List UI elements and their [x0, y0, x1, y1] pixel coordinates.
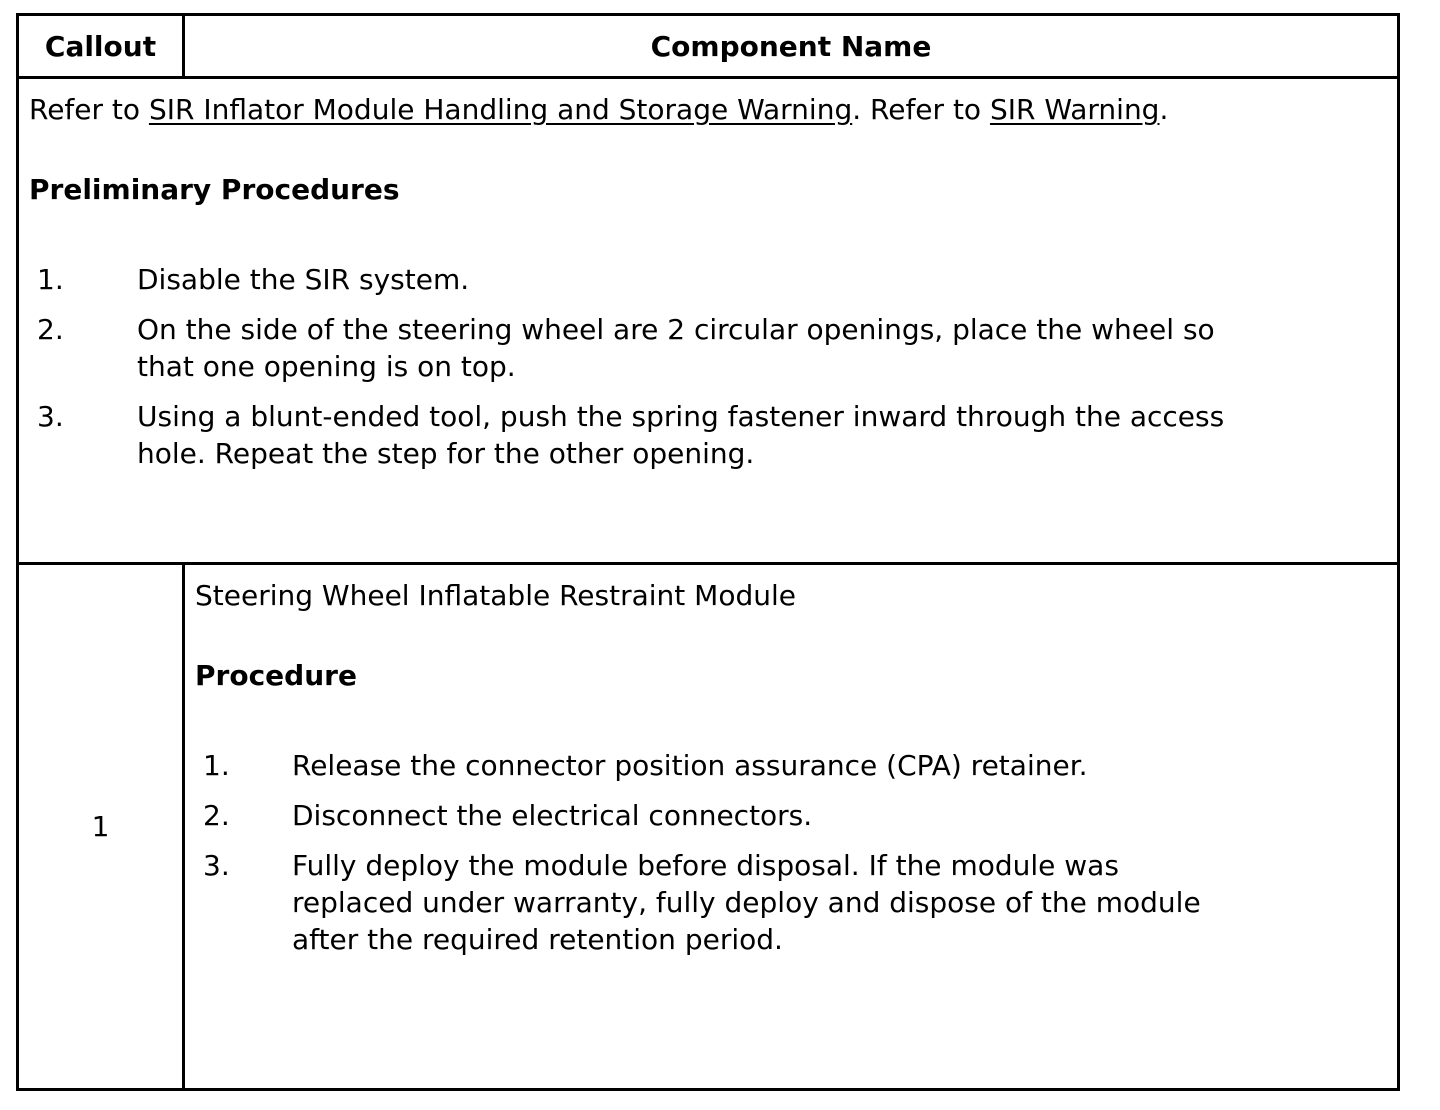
header-component-name: Component Name: [650, 29, 932, 63]
step-number: 3.: [203, 849, 230, 882]
preliminary-row: [19, 79, 1397, 565]
list-item: [29, 398, 1237, 472]
step-number: 1.: [203, 749, 230, 782]
preliminary-title: Preliminary Procedures: [29, 173, 400, 206]
component-cell: [185, 565, 1397, 1088]
list-item: [29, 311, 1237, 385]
warning-prefix: Refer to: [29, 93, 149, 126]
sir-inflator-warning-link[interactable]: SIR Inflator Module Handling and Storage Warning: [148, 93, 853, 126]
list-item: [195, 747, 1242, 784]
step-number: 3.: [37, 400, 64, 433]
procedure-steps: [195, 747, 1387, 958]
step-text: Fully deploy the module before disposal. If the module was replaced under warranty, fully deploy and dispose of the module after the required retention period.: [292, 849, 1201, 956]
step-number: 2.: [37, 313, 64, 346]
step-number: 1.: [37, 263, 64, 296]
list-item: [29, 261, 1237, 298]
list-item: [195, 847, 1242, 958]
component-name: Steering Wheel Inflatable Restraint Module: [195, 579, 796, 612]
step-text: Disconnect the electrical connectors.: [292, 799, 813, 832]
table-row: [19, 565, 1397, 1088]
warning-references: [29, 91, 1387, 129]
table-header-row: [19, 16, 1397, 79]
component-table: [16, 13, 1400, 1091]
list-item: [195, 797, 1242, 834]
step-text: Release the connector position assurance (CPA) retainer.: [292, 749, 1088, 782]
warning-suffix: .: [1159, 93, 1169, 126]
step-text: On the side of the steering wheel are 2 circular openings, place the wheel so that one opening is on top.: [137, 313, 1215, 383]
step-number: 2.: [203, 799, 230, 832]
callout-number: 1: [19, 565, 185, 1088]
step-text: Disable the SIR system.: [137, 263, 470, 296]
procedure-title: Procedure: [195, 659, 357, 692]
step-text: Using a blunt-ended tool, push the spring fastener inward through the access hole. Repeat the step for the other opening.: [137, 400, 1225, 470]
warning-middle: . Refer to: [852, 93, 990, 126]
preliminary-steps: [29, 261, 1387, 472]
header-callout: Callout: [19, 16, 185, 76]
sir-warning-link[interactable]: SIR Warning: [989, 93, 1160, 126]
